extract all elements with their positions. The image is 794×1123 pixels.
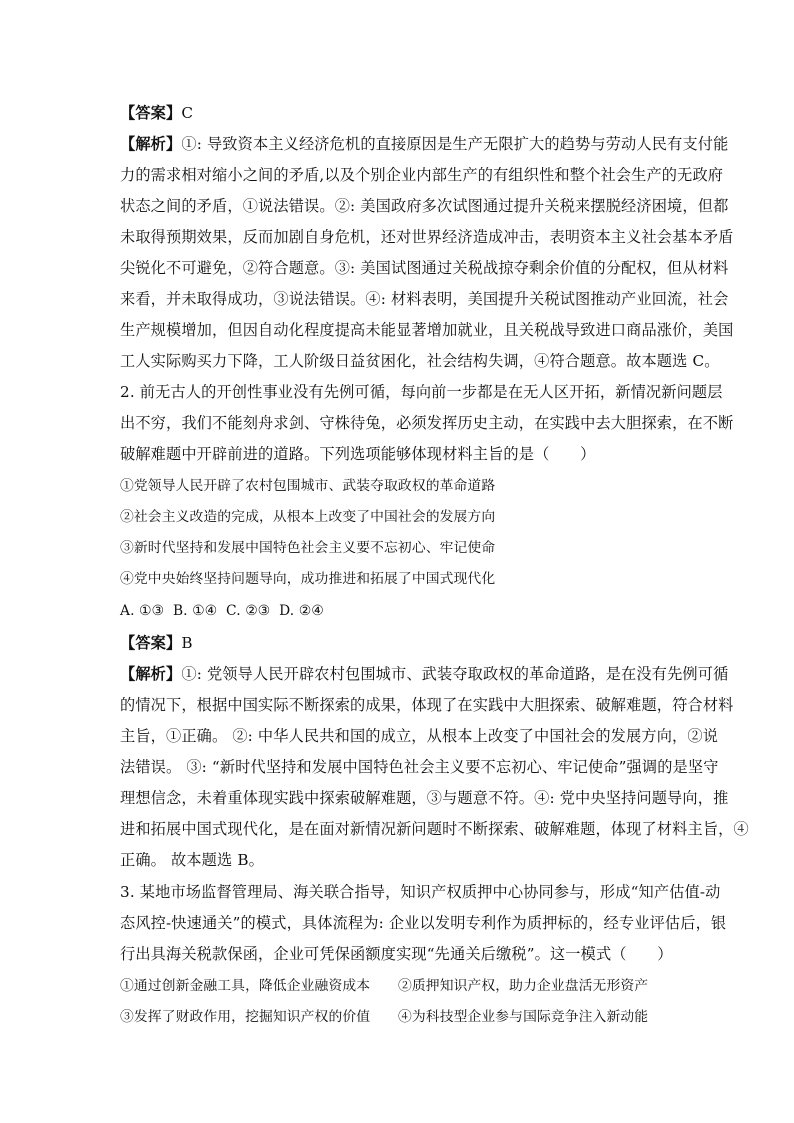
q3-statement: ①通过创新金融工具，降低企业融资成本 [120,978,371,994]
q1-analysis-line: 力的需求相对缩小之间的矛盾,以及个别企业内部生产的有组织性和整个社会生产的无政府 [120,166,724,184]
q2-stem-line: 2. 前无古人的开创性事业没有先例可循，每向前一步都是在无人区开拓，新情况新问题层 [120,383,723,401]
q2-statement: ①党领导人民开辟了农村包围城市、武装夺取政权的革命道路 [120,478,496,494]
analysis-label: 【解析】 [120,135,182,153]
q3-statement-row [120,1007,680,1027]
q1-answer [120,103,680,123]
q2-stem-line: 出不穷，我们不能刻舟求剑、守株待兔，必须发挥历史主动，在实践中去大胆探索，在不断 [120,414,734,432]
q3-statement: ②质押知识产权，助力企业盘活无形资产 [398,978,649,994]
q2-statement: ④党中央始终坚持问题导向，成功推进和拓展了中国式现代化 [120,571,496,587]
q2-statement: ②社会主义改造的完成，从根本上改变了中国社会的发展方向 [120,509,496,525]
answer-value: B [181,634,193,652]
q2-analysis-line: 的情况下，根据中国实际不断探索的成果，体现了在实践中大胆探索、破解难题，符合材料 [120,696,734,714]
q1-analysis-line: 来看，并未取得成功，③说法错误。④: 材料表明，美国提升关税试图推动产业回流，社会 [120,290,729,308]
q3-statement: ③发挥了财政作用，挖掘知识产权的价值 [120,1009,371,1025]
q2-choices: A. ①③ B. ①④ C. ②③ D. ②④ [120,603,324,619]
q3-statement-row [120,976,680,996]
q1-analysis-line: 【解析】①: 导致资本主义经济危机的直接原因是生产无限扩大的趋势与劳动人民有支付能 [120,135,729,153]
answer-value: C [181,104,194,122]
answer-label: 【答案】 [120,104,182,122]
q2-analysis-line: 【解析】①: 党领导人民开辟农村包围城市、武装夺取政权的革命道路，是在没有先例可循 [120,665,729,683]
q3-stem-line: 3. 某地市场监督管理局、海关联合指导，知识产权质押中心协同参与，形成“知产估值-动 [120,883,721,901]
q1-analysis-line: 未取得预期效果，反而加剧自身危机，还对世界经济造成冲击，表明资本主义社会基本矛盾 [120,228,734,246]
q2-analysis-line: 主旨，①正确。 ②: 中华人民共和国的成立，从根本上改变了中国社会的发展方向，②说 [120,727,719,745]
q2-analysis-line: 进和拓展中国式现代化，是在面对新情况新问题时不断探索、破解难题，体现了材料主旨，④ [120,820,749,838]
q2-statement: ③新时代坚持和发展中国特色社会主义要不忘初心、牢记使命 [120,540,496,556]
q1-analysis-line: 尖锐化不可避免，②符合题意。③: 美国试图通过关税战掠夺剩余价值的分配权，但从材料 [120,259,729,277]
q1-analysis-line: 状态之间的矛盾，①说法错误。②: 美国政府多次试图通过提升关税来摆脱经济困境，但都 [120,197,729,215]
q2-analysis-line: 法错误。 ③: “新时代坚持和发展中国特色社会主义要不忘初心、牢记使命”强调的是坚守 [120,758,719,776]
q2-analysis-line: 理想信念，未着重体现实践中探索破解难题，③与题意不符。④: 党中央坚持问题导向，推 [120,789,729,807]
q2-analysis-line: 正确。 故本题选 B。 [120,851,264,869]
q1-analysis-line: 工人实际购买力下降，工人阶级日益贫困化，社会结构失调，④符合题意。故本题选 C。 [120,352,720,370]
q3-statement: ④为科技型企业参与国际竞争注入新动能 [398,1009,649,1025]
q3-stem-line: 行出具海关税款保函，企业可凭保函额度实现“先通关后缴税”。这一模式（ ） [120,945,673,963]
answer-label: 【答案】 [120,634,182,652]
q3-stem-line: 态风控-快速通关”的模式，具体流程为: 企业以发明专利作为质押标的，经专业评估后，银 [120,914,727,932]
q2-stem-line: 破解难题中开辟前进的道路。下列选项能够体现材料主旨的是（ ） [120,445,596,463]
analysis-label: 【解析】 [120,665,182,683]
q1-analysis-line: 生产规模增加，但因自动化程度提高未能显著增加就业，且关税战导致进口商品涨价，美国 [120,321,734,339]
q2-answer [120,633,680,653]
